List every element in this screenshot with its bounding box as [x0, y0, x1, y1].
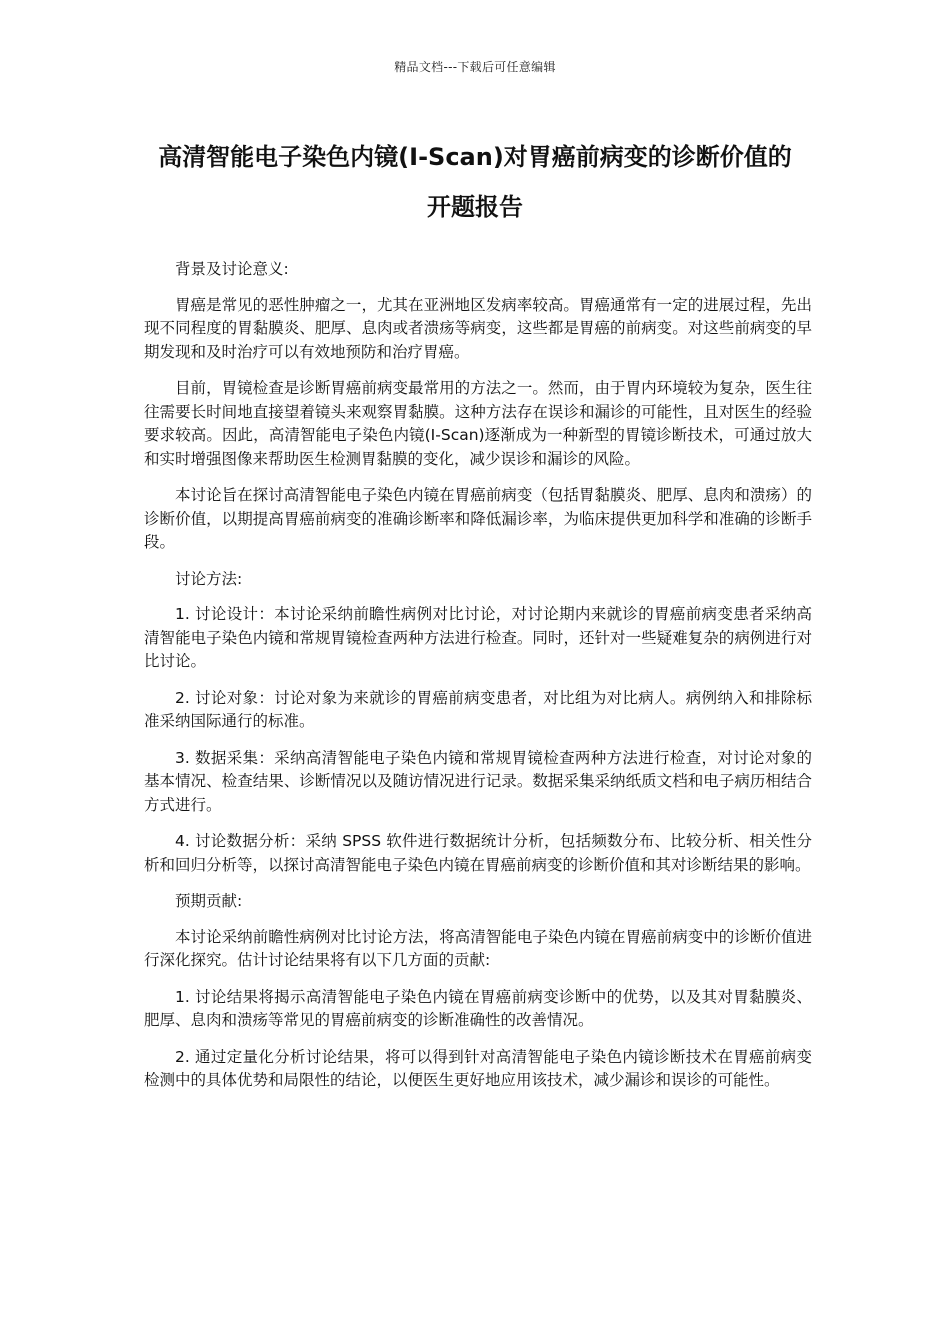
document-title — [130, 132, 820, 232]
list-item: 2. 通过定量化分析讨论结果，将可以得到针对高清智能电子染色内镜诊断技术在胃癌前病变检测中的具体优势和局限性的结论，以便医生更好地应用该技术，减少漏诊和误诊的可能性。 — [144, 1047, 812, 1089]
paragraph: 胃癌是常见的恶性肿瘤之一，尤其在亚洲地区发病率较高。胃癌通常有一定的进展过程，先出现不同程度的胃黏膜炎、肥厚、息肉或者溃疡等病变，这些都是胃癌的前病变。对这些前病变的早期发现和及时治疗可以有效地预防和治疗胃癌。 — [144, 295, 812, 361]
list-item: 1. 讨论设计：本讨论采纳前瞻性病例对比讨论，对讨论期内来就诊的胃癌前病变患者采纳高清智能电子染色内镜和常规胃镜检查两种方法进行检查。同时，还针对一些疑难复杂的病例进行对比讨论。 — [144, 605, 812, 670]
list-item: 2. 讨论对象：讨论对象为来就诊的胃癌前病变患者，对比组为对比病人。病例纳入和排除标准采纳国际通行的标准。 — [144, 688, 812, 730]
list-item: 3. 数据采集：采纳高清智能电子染色内镜和常规胃镜检查两种方法进行检查，对讨论对象的基本情况、检查结果、诊断情况以及随访情况进行记录。数据采集采纳纸质文档和电子病历相结合方式进行。 — [144, 748, 812, 814]
section-heading-background: 背景及讨论意义: — [175, 260, 289, 278]
document-body — [144, 258, 812, 1106]
paragraph: 本讨论旨在探讨高清智能电子染色内镜在胃癌前病变（包括胃黏膜炎、肥厚、息肉和溃疡）的诊断价值，以期提高胃癌前病变的准确诊断率和降低漏诊率，为临床提供更加科学和准确的诊断手段。 — [144, 486, 812, 551]
title-line-1: 高清智能电子染色内镜(I-Scan)对胃癌前病变的诊断价值的 — [158, 143, 792, 171]
paragraph: 目前，胃镜检查是诊断胃癌前病变最常用的方法之一。然而，由于胃内环境较为复杂，医生往往需要长时间地直接望着镜头来观察胃黏膜。这种方法存在误诊和漏诊的可能性，且对医生的经验要求较高。因此，高清智能电子染色内镜(I-Scan)逐渐成为一种新型的胃镜诊断技术，可通过放大和实时增强图像来帮助医生检测胃黏膜的变化，减少误诊和漏诊的风险。 — [144, 379, 812, 468]
title-line-2: 开题报告 — [427, 193, 523, 221]
list-item: 4. 讨论数据分析：采纳 SPSS 软件进行数据统计分析，包括频数分布、比较分析、相关性分析和回归分析等，以探讨高清智能电子染色内镜在胃癌前病变的诊断价值和其对诊断结果的影响。 — [144, 832, 812, 874]
section-heading-contribution: 预期贡献: — [175, 892, 243, 910]
list-item: 1. 讨论结果将揭示高清智能电子染色内镜在胃癌前病变诊断中的优势，以及其对胃黏膜炎、肥厚、息肉和溃疡等常见的胃癌前病变的诊断准确性的改善情况。 — [144, 987, 812, 1029]
header-note: 精品文档---下载后可任意编辑 — [394, 60, 556, 74]
paragraph: 本讨论采纳前瞻性病例对比讨论方法，将高清智能电子染色内镜在胃癌前病变中的诊断价值进行深化探究。估计讨论结果将有以下几方面的贡献: — [144, 927, 812, 969]
section-heading-methods: 讨论方法: — [175, 569, 243, 588]
